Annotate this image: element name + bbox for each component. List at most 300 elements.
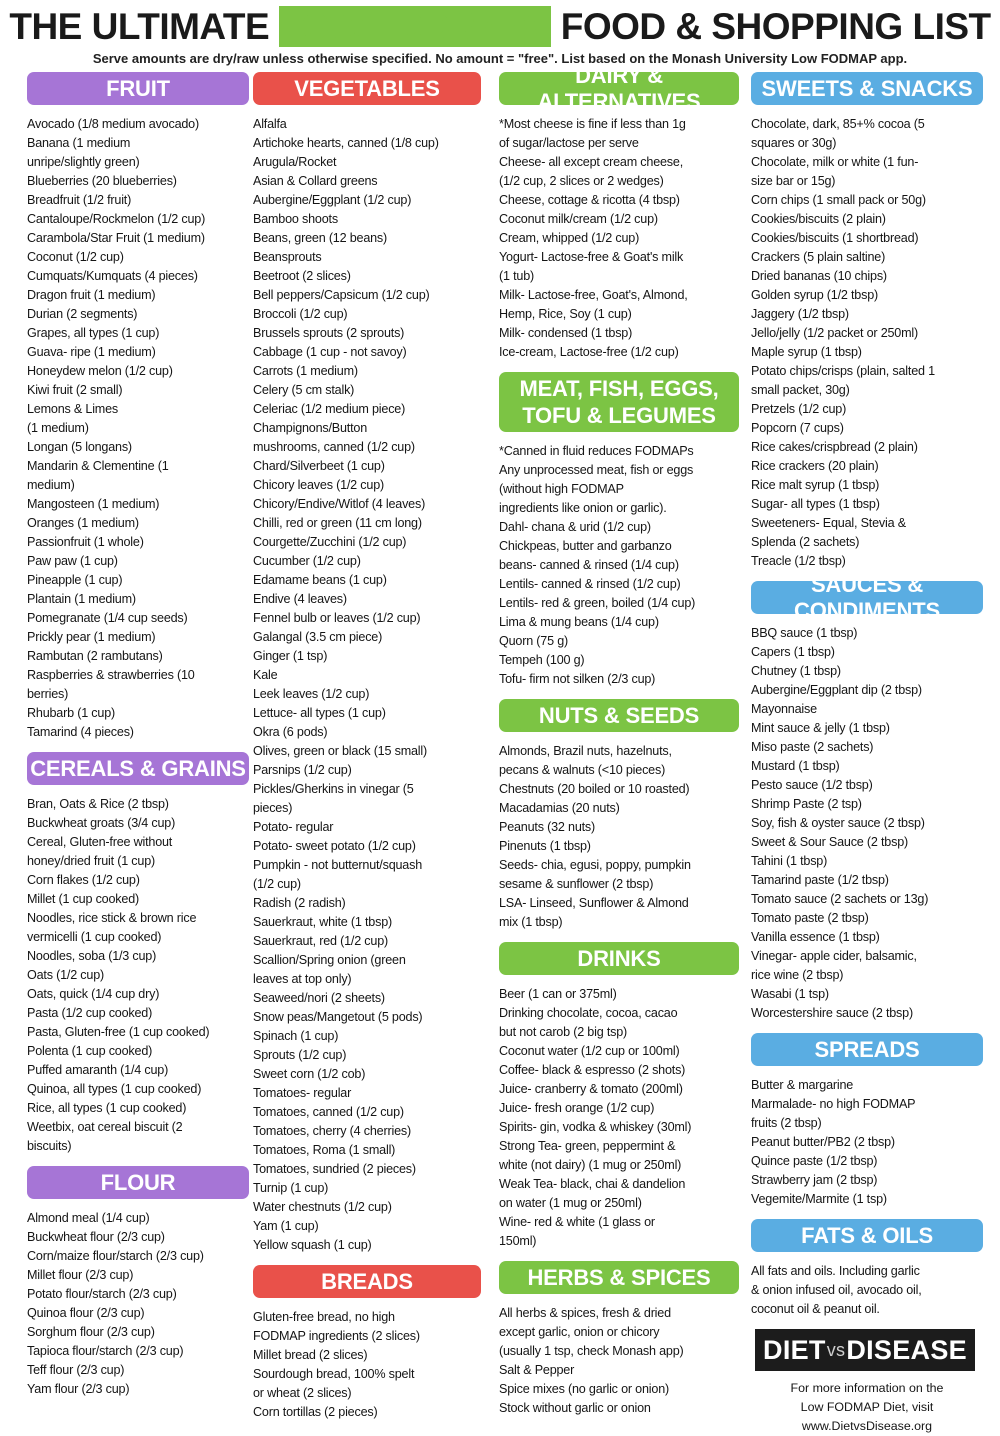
list-item: Hemp, Rice, Soy (1 cup) — [499, 307, 632, 321]
list-item: Lettuce- all types (1 cup) — [253, 706, 386, 720]
list-item: Sweet & Sour Sauce (2 tbsp) — [751, 835, 909, 849]
list-item: Potato flour/starch (2/3 cup) — [27, 1287, 177, 1301]
list-item: Chicory leaves (1/2 cup) — [253, 478, 384, 492]
section-sweets — [751, 72, 983, 571]
list-item: Cheese, cottage & ricotta (4 tbsp) — [499, 193, 680, 207]
list-item: Golden syrup (1/2 tbsp) — [751, 288, 879, 302]
section-dairy — [499, 62, 739, 362]
section-header-breads: BREADS — [253, 1265, 481, 1298]
logo-diet: DIET — [763, 1334, 826, 1365]
list-item: Corn chips (1 small pack or 50g) — [751, 193, 926, 207]
list-item: ingredients like onion or garlic). — [499, 501, 667, 515]
list-item: *Canned in fluid reduces FODMAPs — [499, 444, 694, 458]
list-item: (1 medium) — [27, 421, 89, 435]
list-item: Cereal, Gluten-free without — [27, 835, 173, 849]
sauces-list — [751, 624, 983, 1023]
drinks-list — [499, 985, 739, 1251]
list-item: Carambola/Star Fruit (1 medium) — [27, 231, 205, 245]
list-item: Tomatoes, Roma (1 small) — [253, 1143, 396, 1157]
list-item: Buckwheat flour (2/3 cup) — [27, 1230, 165, 1244]
fruit-list — [27, 115, 249, 742]
list-item: Sorghum flour (2/3 cup) — [27, 1325, 155, 1339]
list-item: Marmalade- no high FODMAP — [751, 1097, 916, 1111]
list-item: Almond meal (1/4 cup) — [27, 1211, 150, 1225]
list-item: Mustard (1 tbsp) — [751, 759, 840, 773]
list-item: Oranges (1 medium) — [27, 516, 139, 530]
section-header-fats: FATS & OILS — [751, 1219, 983, 1252]
list-item: All fats and oils. Including garlic — [751, 1264, 920, 1278]
list-item: Weak Tea- black, chai & dandelion — [499, 1177, 686, 1191]
list-item: Celeriac (1/2 medium piece) — [253, 402, 406, 416]
list-item: Pomegranate (1/4 cup seeds) — [27, 611, 188, 625]
list-item: Juice- cranberry & tomato (200ml) — [499, 1082, 683, 1096]
list-item: Lima & mung beans (1/4 cup) — [499, 615, 659, 629]
page-subtitle: Serve amounts are dry/raw unless otherwise specified. No amount = "free". List based on the Monash University Low FODMAP app. — [92, 51, 908, 66]
list-item: Cookies/biscuits (2 plain) — [751, 212, 886, 226]
list-item: Endive (4 leaves) — [253, 592, 347, 606]
list-item: Vinegar- apple cider, balsamic, — [751, 949, 917, 963]
list-item: Crackers (5 plain saltine) — [751, 250, 886, 264]
list-item: Jaggery (1/2 tbsp) — [751, 307, 849, 321]
list-item: Buckwheat groats (3/4 cup) — [27, 816, 176, 830]
herbs-list — [499, 1304, 739, 1418]
list-item: Chilli, red or green (11 cm long) — [253, 516, 422, 530]
list-item: Coconut (1/2 cup) — [27, 250, 124, 264]
list-item: rice wine (2 tbsp) — [751, 968, 844, 982]
list-item: (without high FODMAP — [499, 482, 624, 496]
list-item: but not carob (2 big tsp) — [499, 1025, 628, 1039]
list-item: Galangal (3.5 cm piece) — [253, 630, 383, 644]
section-header-drinks: DRINKS — [499, 942, 739, 975]
list-item: Stock without garlic or onion — [499, 1401, 651, 1415]
list-item: Corn/maize flour/starch (2/3 cup) — [27, 1249, 204, 1263]
list-item: & onion infused oil, avocado oil, — [751, 1283, 922, 1297]
list-item: Strong Tea- green, peppermint & — [499, 1139, 676, 1153]
list-item: Cabbage (1 cup - not savoy) — [253, 345, 407, 359]
list-item: Treacle (1/2 tbsp) — [751, 554, 846, 568]
section-cereals — [27, 752, 249, 1156]
list-item: honey/dried fruit (1 cup) — [27, 854, 156, 868]
list-item: vermicelli (1 cup cooked) — [27, 930, 162, 944]
list-item: Dahl- chana & urid (1/2 cup) — [499, 520, 651, 534]
title-part3: FOOD & SHOPPING LIST — [550, 6, 991, 47]
list-item: size bar or 15g) — [751, 174, 836, 188]
list-item: Yam flour (2/3 cup) — [27, 1382, 130, 1396]
list-item: Miso paste (2 sachets) — [751, 740, 874, 754]
list-item: Arugula/Rocket — [253, 155, 337, 169]
list-item: Sprouts (1/2 cup) — [253, 1048, 347, 1062]
list-item: Lentils- red & green, boiled (1/4 cup) — [499, 596, 696, 610]
list-item: Quinoa flour (2/3 cup) — [27, 1306, 145, 1320]
list-item: Beer (1 can or 375ml) — [499, 987, 617, 1001]
list-item: Radish (2 radish) — [253, 896, 346, 910]
list-item: Dragon fruit (1 medium) — [27, 288, 156, 302]
list-item: Quorn (75 g) — [499, 634, 568, 648]
list-item: Tomato paste (2 tbsp) — [751, 911, 869, 925]
list-item: Peanut butter/PB2 (2 tbsp) — [751, 1135, 895, 1149]
list-item: Pesto sauce (1/2 tbsp) — [751, 778, 873, 792]
list-item: Champignons/Button — [253, 421, 368, 435]
fats-list — [751, 1262, 983, 1319]
list-item: Popcorn (7 cups) — [751, 421, 844, 435]
list-item: 150ml) — [499, 1234, 537, 1248]
list-item: Soy, fish & oyster sauce (2 tbsp) — [751, 816, 925, 830]
list-item: Tempeh (100 g) — [499, 653, 585, 667]
list-item: Any unprocessed meat, fish or eggs — [499, 463, 694, 477]
list-item: Seeds- chia, egusi, poppy, pumpkin — [499, 858, 691, 872]
list-item: Tofu- firm not silken (2/3 cup) — [499, 672, 656, 686]
dairy-list — [499, 115, 739, 362]
list-item: Vanilla essence (1 tbsp) — [751, 930, 880, 944]
list-item: Rice, all types (1 cup cooked) — [27, 1101, 187, 1115]
list-item: Cheese- all except cream cheese, — [499, 155, 684, 169]
list-item: Potato chips/crisps (plain, salted 1 — [751, 364, 935, 378]
list-item: Sweet corn (1/2 cob) — [253, 1067, 366, 1081]
list-item: Millet flour (2/3 cup) — [27, 1268, 134, 1282]
meat-list — [499, 442, 739, 689]
list-item: Fennel bulb or leaves (1/2 cup) — [253, 611, 421, 625]
list-item: mushrooms, canned (1/2 cup) — [253, 440, 415, 454]
list-item: Rice malt syrup (1 tbsp) — [751, 478, 880, 492]
list-item: biscuits) — [27, 1139, 72, 1153]
list-item: Durian (2 segments) — [27, 307, 138, 321]
list-item: white (not dairy) (1 mug or 250ml) — [499, 1158, 682, 1172]
list-item: Carrots (1 medium) — [253, 364, 358, 378]
list-item: *Most cheese is fine if less than 1g — [499, 117, 686, 131]
section-header-flour: FLOUR — [27, 1166, 249, 1199]
list-item: Strawberry jam (2 tbsp) — [751, 1173, 878, 1187]
list-item: Passionfruit (1 whole) — [27, 535, 144, 549]
list-item: Mayonnaise — [751, 702, 817, 716]
list-item: except garlic, onion or chicory — [499, 1325, 660, 1339]
list-item: Peanuts (32 nuts) — [499, 820, 596, 834]
list-item: Asian & Collard greens — [253, 174, 378, 188]
breads-list — [253, 1308, 481, 1422]
list-item: Pasta, Gluten-free (1 cup cooked) — [27, 1025, 210, 1039]
list-item: Cantaloupe/Rockmelon (1/2 cup) — [27, 212, 206, 226]
list-item: Plantain (1 medium) — [27, 592, 136, 606]
list-item: Tamarind (4 pieces) — [27, 725, 134, 739]
section-header-nuts: NUTS & SEEDS — [499, 699, 739, 732]
footer-info — [751, 1379, 983, 1436]
section-drinks — [499, 942, 739, 1251]
list-item: Capers (1 tbsp) — [751, 645, 835, 659]
list-item: beans- canned & rinsed (1/4 cup) — [499, 558, 679, 572]
section-spreads — [751, 1033, 983, 1209]
list-item: Raspberries & strawberries (10 — [27, 668, 195, 682]
list-item: Tomatoes- regular — [253, 1086, 352, 1100]
footer-line-1: For more information on the — [790, 1381, 944, 1395]
list-item: Courgette/Zucchini (1/2 cup) — [253, 535, 407, 549]
list-item: Artichoke hearts, canned (1/8 cup) — [253, 136, 439, 150]
list-item: Coffee- black & espresso (2 shots) — [499, 1063, 686, 1077]
list-item: Corn tortillas (2 pieces) — [253, 1405, 378, 1419]
column-1 — [27, 72, 249, 1409]
list-item: Chocolate, dark, 85+% cocoa (5 — [751, 117, 925, 131]
list-item: Cucumber (1/2 cup) — [253, 554, 361, 568]
list-item: Spice mixes (no garlic or onion) — [499, 1382, 669, 1396]
column-2 — [253, 72, 481, 1432]
section-header-meat-line2: TOFU & LEGUMES — [522, 403, 716, 428]
list-item: of sugar/lactose per serve — [499, 136, 639, 150]
list-item: Worcestershire sauce (2 tbsp) — [751, 1006, 913, 1020]
list-item: Milk- Lactose-free, Goat's, Almond, — [499, 288, 688, 302]
list-item: Tomato sauce (2 sachets or 13g) — [751, 892, 929, 906]
list-item: Broccoli (1/2 cup) — [253, 307, 348, 321]
section-fats — [751, 1219, 983, 1319]
list-item: Wasabi (1 tsp) — [751, 987, 829, 1001]
section-sauces — [751, 571, 983, 1023]
list-item: Dried bananas (10 chips) — [751, 269, 887, 283]
section-vegetables — [253, 72, 481, 1255]
list-item: Yogurt- Lactose-free & Goat's milk — [499, 250, 684, 264]
list-item: Potato- sweet potato (1/2 cup) — [253, 839, 416, 853]
list-item: pieces) — [253, 801, 293, 815]
sweets-list — [751, 115, 983, 571]
list-item: Bran, Oats & Rice (2 tbsp) — [27, 797, 169, 811]
list-item: Beans, green (12 beans) — [253, 231, 388, 245]
list-item: Shrimp Paste (2 tsp) — [751, 797, 862, 811]
list-item: Chard/Silverbeet (1 cup) — [253, 459, 385, 473]
list-item: Water chestnuts (1/2 cup) — [253, 1200, 392, 1214]
list-item: Polenta (1 cup cooked) — [27, 1044, 153, 1058]
list-item: Prickly pear (1 medium) — [27, 630, 156, 644]
list-item: Avocado (1/8 medium avocado) — [27, 117, 199, 131]
column-4 — [751, 72, 983, 1436]
list-item: Macadamias (20 nuts) — [499, 801, 620, 815]
list-item: coconut oil & peanut oil. — [751, 1302, 880, 1316]
list-item: Banana (1 medium — [27, 136, 131, 150]
list-item: Kale — [253, 668, 278, 682]
list-item: Paw paw (1 cup) — [27, 554, 118, 568]
list-item: (usually 1 tsp, check Monash app) — [499, 1344, 684, 1358]
list-item: Coconut water (1/2 cup or 100ml) — [499, 1044, 680, 1058]
nuts-list — [499, 742, 739, 932]
list-item: Drinking chocolate, cocoa, cacao — [499, 1006, 678, 1020]
list-item: Guava- ripe (1 medium) — [27, 345, 156, 359]
list-item: BBQ sauce (1 tbsp) — [751, 626, 858, 640]
spreads-list — [751, 1076, 983, 1209]
list-item: Maple syrup (1 tbsp) — [751, 345, 862, 359]
list-item: Parsnips (1/2 cup) — [253, 763, 352, 777]
list-item: squares or 30g) — [751, 136, 837, 150]
list-item: Noodles, rice stick & brown rice — [27, 911, 197, 925]
list-item: Scallion/Spring onion (green — [253, 953, 406, 967]
list-item: Rice cakes/crispbread (2 plain) — [751, 440, 918, 454]
list-item: Weetbix, oat cereal biscuit (2 — [27, 1120, 183, 1134]
list-item: (1 tub) — [499, 269, 534, 283]
list-item: mix (1 tbsp) — [499, 915, 563, 929]
section-meat — [499, 372, 739, 689]
list-item: Pinenuts (1 tbsp) — [499, 839, 591, 853]
list-item: Leek leaves (1/2 cup) — [253, 687, 370, 701]
list-item: Pretzels (1/2 cup) — [751, 402, 847, 416]
list-item: (1/2 cup) — [253, 877, 301, 891]
list-item: Seaweed/nori (2 sheets) — [253, 991, 385, 1005]
list-item: Ginger (1 tsp) — [253, 649, 328, 663]
list-item: Tapioca flour/starch (2/3 cup) — [27, 1344, 184, 1358]
list-item: Tomatoes, canned (1/2 cup) — [253, 1105, 404, 1119]
logo-vs: vs — [826, 1339, 846, 1360]
list-item: Chicory/Endive/Witlof (4 leaves) — [253, 497, 426, 511]
list-item: Spinach (1 cup) — [253, 1029, 339, 1043]
list-item: Beansprouts — [253, 250, 322, 264]
brand-logo[interactable] — [755, 1329, 975, 1371]
list-item: fruits (2 tbsp) — [751, 1116, 822, 1130]
section-header-meat-line1: MEAT, FISH, EGGS, — [519, 375, 719, 401]
list-item: Potato- regular — [253, 820, 334, 834]
list-item: Rambutan (2 rambutans) — [27, 649, 163, 663]
list-item: Cookies/biscuits (1 shortbread) — [751, 231, 919, 245]
list-item: Kiwi fruit (2 small) — [27, 383, 123, 397]
list-item: medium) — [27, 478, 75, 492]
section-herbs — [499, 1261, 739, 1418]
section-header-dairy: DAIRY & ALTERNATIVES — [499, 72, 739, 105]
list-item: Chutney (1 tbsp) — [751, 664, 841, 678]
list-item: Milk- condensed (1 tbsp) — [499, 326, 633, 340]
list-item: pecans & walnuts (<10 pieces) — [499, 763, 666, 777]
list-item: Chickpeas, butter and garbanzo — [499, 539, 672, 553]
section-fruit — [27, 72, 249, 742]
list-item: Turnip (1 cup) — [253, 1181, 329, 1195]
list-item: All herbs & spices, fresh & dried — [499, 1306, 671, 1320]
list-item: Coconut milk/cream (1/2 cup) — [499, 212, 658, 226]
list-item: Breadfruit (1/2 fruit) — [27, 193, 132, 207]
list-item: Chocolate, milk or white (1 fun- — [751, 155, 919, 169]
section-flour — [27, 1166, 249, 1399]
list-item: Rhubarb (1 cup) — [27, 706, 116, 720]
list-item: Blueberries (20 blueberries) — [27, 174, 177, 188]
title-highlight: LOW FODMAPs — [278, 6, 551, 47]
list-item: Longan (5 longans) — [27, 440, 132, 454]
list-item: LSA- Linseed, Sunflower & Almond — [499, 896, 689, 910]
list-item: Olives, green or black (15 small) — [253, 744, 427, 758]
section-nuts — [499, 699, 739, 932]
list-item: Grapes, all types (1 cup) — [27, 326, 160, 340]
section-header-sweets: SWEETS & SNACKS — [751, 72, 983, 105]
list-item: Juice- fresh orange (1/2 cup) — [499, 1101, 655, 1115]
list-item: Pineapple (1 cup) — [27, 573, 123, 587]
footer-website-link[interactable]: www.DietvsDisease.org — [801, 1419, 933, 1433]
list-item: Mandarin & Clementine (1 — [27, 459, 169, 473]
list-item: Sugar- all types (1 tbsp) — [751, 497, 880, 511]
section-header-cereals: CEREALS & GRAINS — [27, 752, 249, 785]
list-item: Millet (1 cup cooked) — [27, 892, 139, 906]
list-item: Sauerkraut, white (1 tbsp) — [253, 915, 392, 929]
list-item: Aubergine/Eggplant dip (2 tbsp) — [751, 683, 922, 697]
list-item: Alfalfa — [253, 117, 287, 131]
list-item: Corn flakes (1/2 cup) — [27, 873, 140, 887]
list-item: Tamarind paste (1/2 tbsp) — [751, 873, 889, 887]
section-header-spreads: SPREADS — [751, 1033, 983, 1066]
logo-disease: DISEASE — [846, 1334, 967, 1365]
list-item: (1/2 cup, 2 slices or 2 wedges) — [499, 174, 664, 188]
list-item: Snow peas/Mangetout (5 pods) — [253, 1010, 423, 1024]
title-part1: THE ULTIMATE — [9, 6, 279, 47]
list-item: Mint sauce & jelly (1 tbsp) — [751, 721, 890, 735]
list-item: Wine- red & white (1 glass or — [499, 1215, 655, 1229]
list-item: Tomatoes, cherry (4 cherries) — [253, 1124, 411, 1138]
list-item: Bamboo shoots — [253, 212, 338, 226]
list-item: Gluten-free bread, no high — [253, 1310, 395, 1324]
list-item: Noodles, soba (1/3 cup) — [27, 949, 157, 963]
list-item: Ice-cream, Lactose-free (1/2 cup) — [499, 345, 679, 359]
list-item: Mangosteen (1 medium) — [27, 497, 160, 511]
list-item: Okra (6 pods) — [253, 725, 328, 739]
list-item: sesame & sunflower (2 tbsp) — [499, 877, 654, 891]
list-item: Cumquats/Kumquats (4 pieces) — [27, 269, 198, 283]
list-item: Cream, whipped (1/2 cup) — [499, 231, 640, 245]
section-header-sauces: SAUCES & CONDIMENTS — [751, 581, 983, 614]
list-item: Honeydew melon (1/2 cup) — [27, 364, 173, 378]
section-header-meat — [499, 372, 739, 432]
list-item: Celery (5 cm stalk) — [253, 383, 355, 397]
list-item: Lentils- canned & rinsed (1/2 cup) — [499, 577, 681, 591]
list-item: leaves at top only) — [253, 972, 352, 986]
list-item: Sourdough bread, 100% spelt — [253, 1367, 415, 1381]
list-item: Vegemite/Marmite (1 tsp) — [751, 1192, 887, 1206]
list-item: Yellow squash (1 cup) — [253, 1238, 372, 1252]
flour-list — [27, 1209, 249, 1399]
list-item: Tomatoes, sundried (2 pieces) — [253, 1162, 416, 1176]
list-item: Yam (1 cup) — [253, 1219, 319, 1233]
list-item: Aubergine/Eggplant (1/2 cup) — [253, 193, 412, 207]
section-breads — [253, 1265, 481, 1422]
section-header-fruit: FRUIT — [27, 72, 249, 105]
list-item: or wheat (2 slices) — [253, 1386, 352, 1400]
list-item: Quince paste (1/2 tbsp) — [751, 1154, 878, 1168]
list-item: small packet, 30g) — [751, 383, 850, 397]
column-3 — [499, 62, 739, 1428]
list-item: Puffed amaranth (1/4 cup) — [27, 1063, 169, 1077]
list-item: Chestnuts (20 boiled or 10 roasted) — [499, 782, 690, 796]
list-item: Teff flour (2/3 cup) — [27, 1363, 125, 1377]
list-item: Beetroot (2 slices) — [253, 269, 351, 283]
list-item: Almonds, Brazil nuts, hazelnuts, — [499, 744, 672, 758]
vegetables-list — [253, 115, 481, 1255]
list-item: Sauerkraut, red (1/2 cup) — [253, 934, 389, 948]
list-item: Spirits- gin, vodka & whiskey (30ml) — [499, 1120, 692, 1134]
page-title — [0, 6, 1000, 48]
section-header-herbs: HERBS & SPICES — [499, 1261, 739, 1294]
list-item: Bell peppers/Capsicum (1/2 cup) — [253, 288, 430, 302]
list-item: Edamame beans (1 cup) — [253, 573, 387, 587]
list-item: Rice crackers (20 plain) — [751, 459, 879, 473]
list-item: FODMAP ingredients (2 slices) — [253, 1329, 420, 1343]
list-item: unripe/slightly green) — [27, 155, 140, 169]
list-item: berries) — [27, 687, 69, 701]
list-item: Brussels sprouts (2 sprouts) — [253, 326, 405, 340]
cereals-list — [27, 795, 249, 1156]
list-item: on water (1 mug or 250ml) — [499, 1196, 642, 1210]
list-item: Quinoa, all types (1 cup cooked) — [27, 1082, 202, 1096]
footer-line-2: Low FODMAP Diet, visit — [800, 1400, 934, 1414]
section-header-vegetables: VEGETABLES — [253, 72, 481, 105]
list-item: Millet bread (2 slices) — [253, 1348, 368, 1362]
list-item: Pasta (1/2 cup cooked) — [27, 1006, 153, 1020]
list-item: Butter & margarine — [751, 1078, 854, 1092]
list-item: Oats (1/2 cup) — [27, 968, 104, 982]
list-item: Pickles/Gherkins in vinegar (5 — [253, 782, 414, 796]
list-item: Tahini (1 tbsp) — [751, 854, 828, 868]
list-item: Lemons & Limes — [27, 402, 118, 416]
list-item: Jello/jelly (1/2 packet or 250ml) — [751, 326, 918, 340]
list-item: Salt & Pepper — [499, 1363, 575, 1377]
list-item: Oats, quick (1/4 cup dry) — [27, 987, 160, 1001]
list-item: Splenda (2 sachets) — [751, 535, 860, 549]
list-item: Sweeteners- Equal, Stevia & — [751, 516, 906, 530]
list-item: Pumpkin - not butternut/squash — [253, 858, 423, 872]
